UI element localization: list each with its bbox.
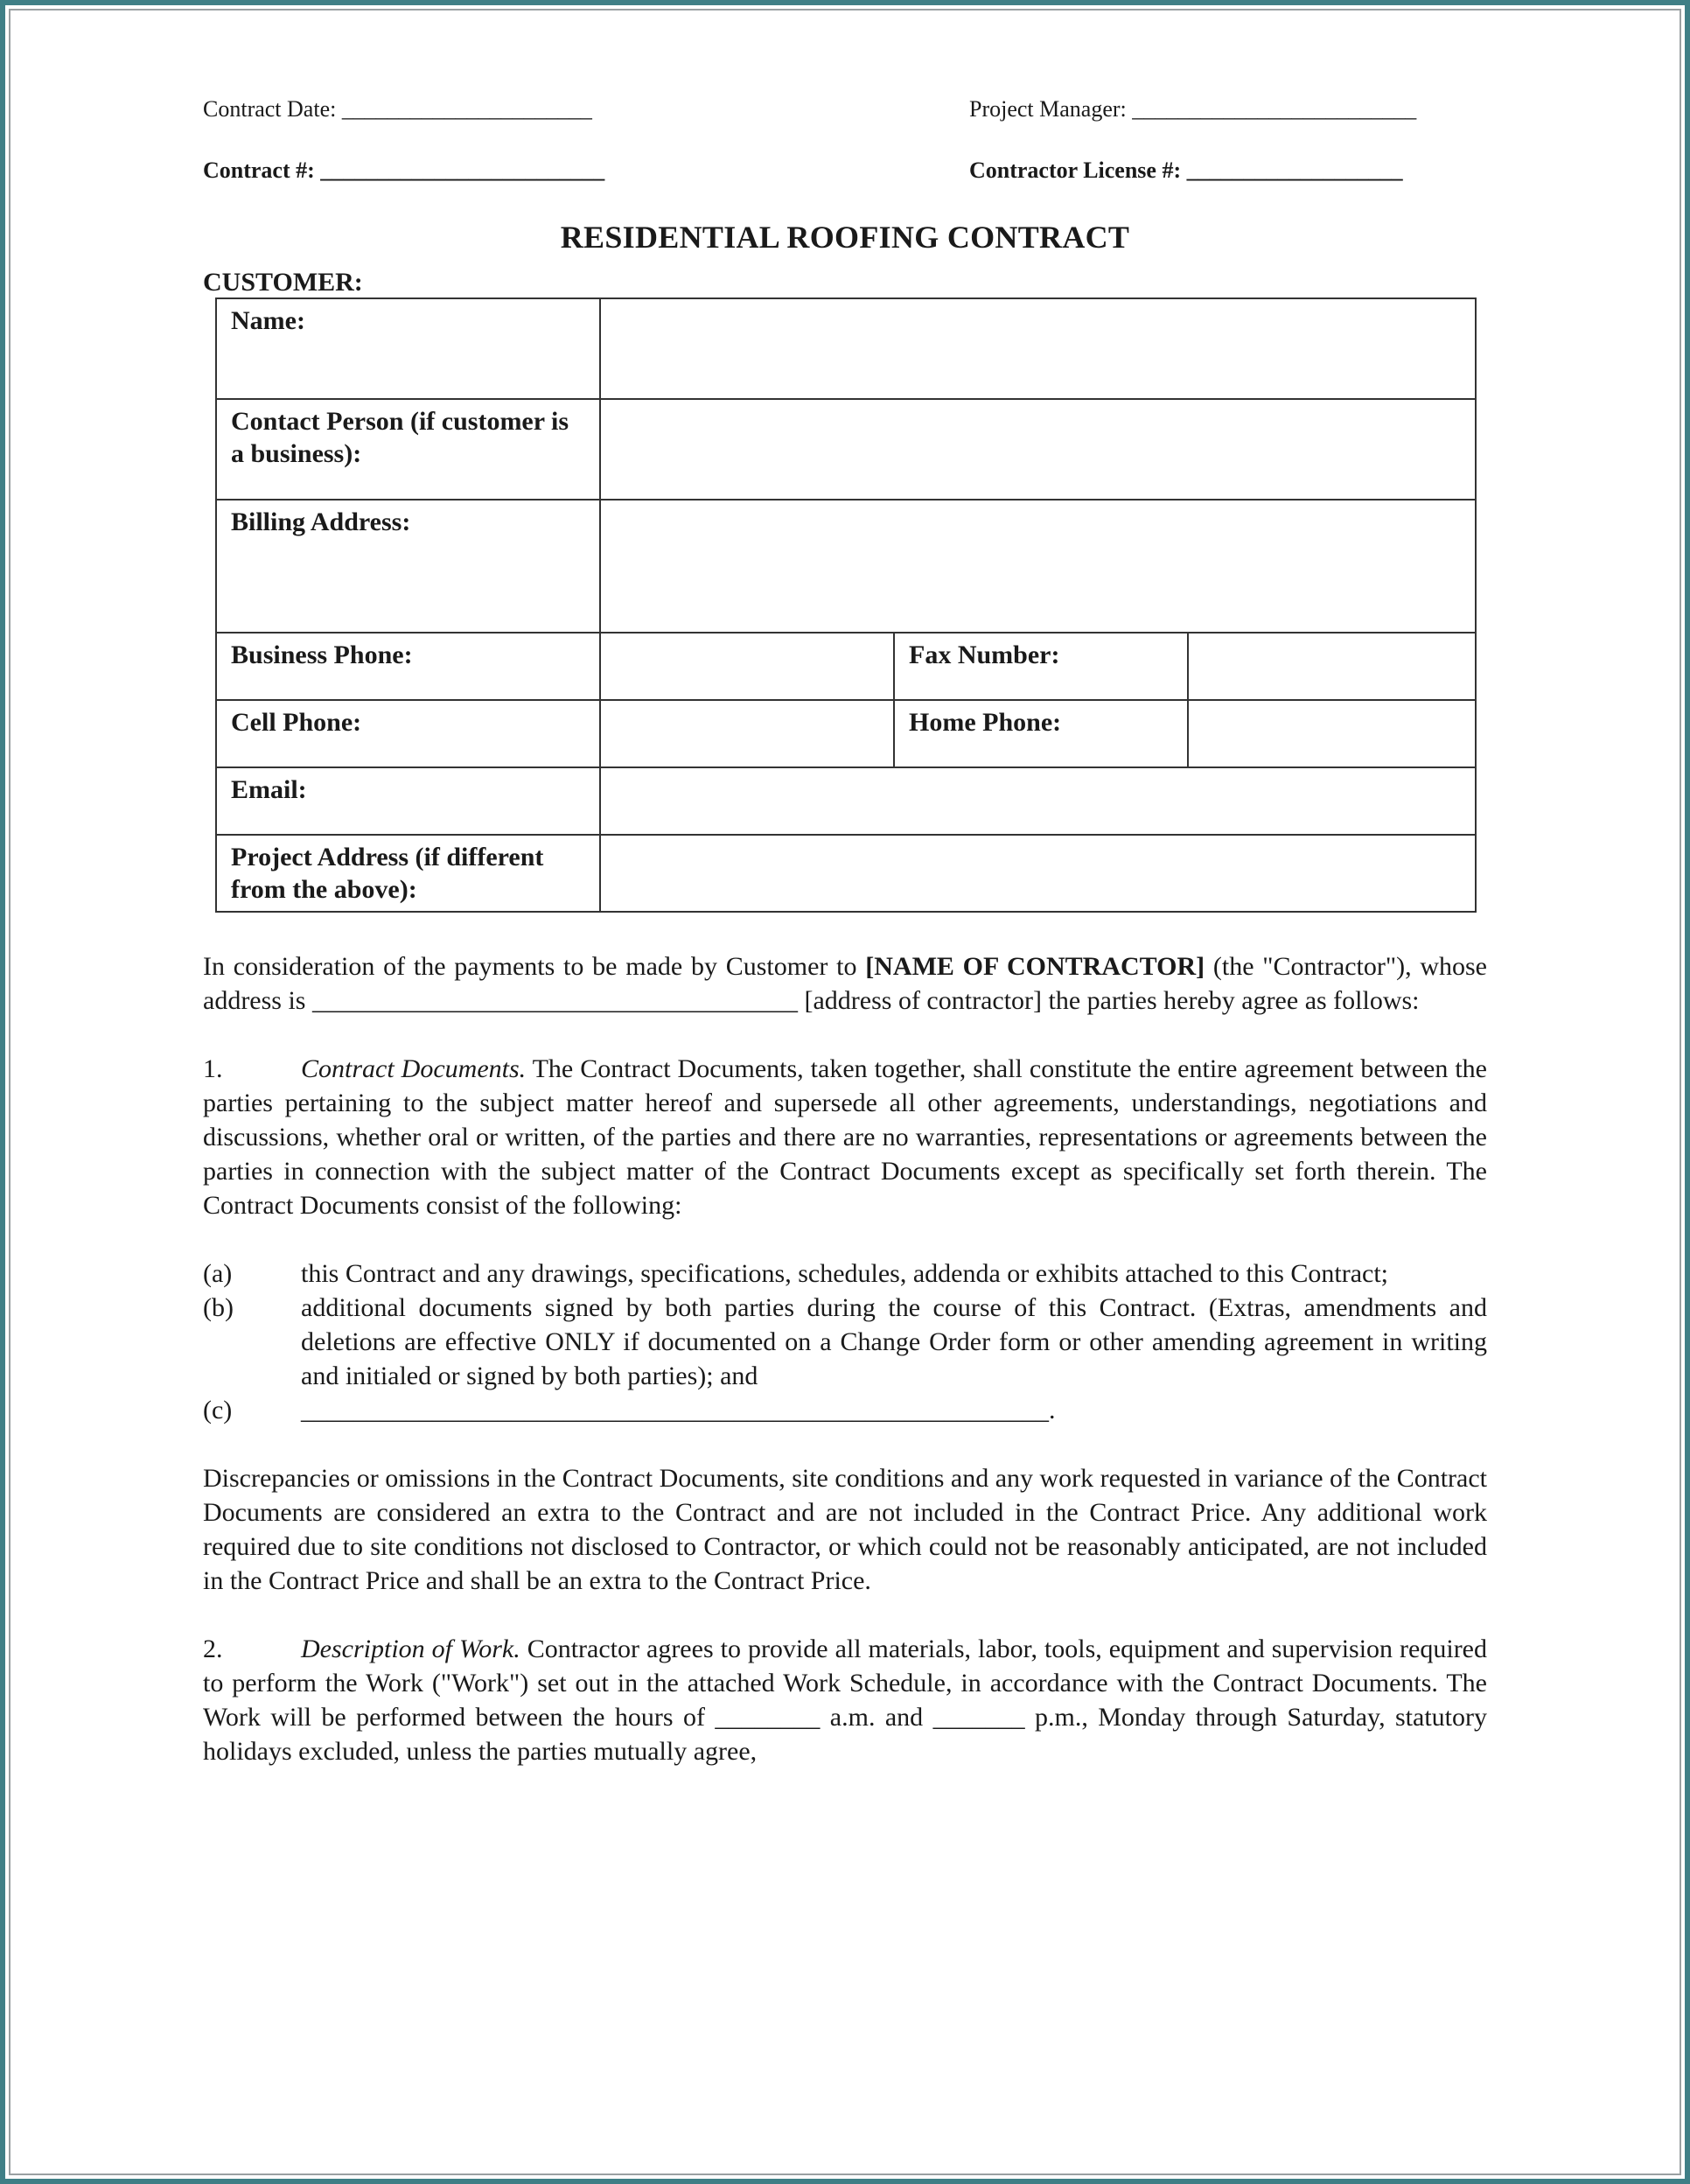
list-item [203, 1291, 1487, 1393]
name-cell[interactable] [600, 298, 1476, 399]
section-1-text: The Contract Documents, taken together, shall constitute the entire agreement between the parties pertaining to the subject matter hereof and supersede all other agreements, understandings, negotiations and discussions, whether oral or written, of the parties and there are no warranties, representations or agreements between the parties in connection with the subject matter of the Contract Documents except as specifically set forth therein. The Contract Documents consist of the following: [203, 1054, 1487, 1220]
table-row [216, 500, 1476, 633]
fax-number-label: Fax Number: [894, 633, 1188, 700]
section-1-heading: Contract Documents. [301, 1054, 527, 1083]
project-address-label: Project Address (if different from the above): [216, 835, 600, 912]
project-address-cell[interactable] [600, 835, 1476, 912]
contract-number-field: Contract #: _________________________ [203, 158, 605, 183]
intro-text-c: (the "Contractor"), whose address is _____________________________________ [address of contractor] the parties hereby agree as follows: [203, 952, 1487, 1015]
section-2-number: 2. [203, 1634, 223, 1663]
email-label: Email: [216, 767, 600, 835]
list-mark: (a) [203, 1259, 233, 1288]
list-item [203, 1256, 1487, 1291]
project-manager-field: Project Manager: _________________________ [969, 96, 1417, 122]
section-2 [203, 1632, 1487, 1768]
section-1 [203, 1052, 1487, 1222]
discrepancies-paragraph: Discrepancies or omissions in the Contract Documents, site conditions and any work requested in variance of the Contract Documents are considered an extra to the Contract and are not included in the Contract Price. Any additional work required due to site conditions not disclosed to Contractor, or which could not be reasonably anticipated, are not included in the Contract Price and shall be an extra to the Contract Price. [203, 1464, 1487, 1595]
table-row [216, 767, 1476, 835]
header-row-1 [203, 96, 1487, 158]
document-title: RESIDENTIAL ROOFING CONTRACT [560, 220, 1130, 255]
contract-page [203, 96, 1487, 1802]
contact-person-label: Contact Person (if customer is a business): [216, 399, 600, 500]
billing-address-label: Billing Address: [216, 500, 600, 633]
customer-label: CUSTOMER: [203, 268, 363, 297]
table-row [216, 298, 1476, 399]
email-cell[interactable] [600, 767, 1476, 835]
list-mark: (c) [203, 1396, 233, 1424]
intro-paragraph [203, 949, 1487, 1018]
table-row [216, 633, 1476, 700]
table-row [216, 700, 1476, 767]
cell-phone-label: Cell Phone: [216, 700, 600, 767]
section-2-text: Contractor agrees to provide all materials, labor, tools, equipment and supervision required to perform the Work ("Work") set out in the attached Work Schedule, in accordance with the Contract Documents. The Work will be performed between the hours of ________ a.m. and _______ p.m., Monday through Saturday, statutory holidays excluded, unless the parties mutually agree, [203, 1634, 1487, 1766]
list-text: _________________________________________________________. [301, 1396, 1056, 1424]
home-phone-cell[interactable] [1188, 700, 1476, 767]
cell-phone-cell[interactable] [600, 700, 894, 767]
table-row [216, 835, 1476, 912]
contractor-name-placeholder: [NAME OF CONTRACTOR] [865, 952, 1205, 981]
list-text: additional documents signed by both parties during the course of this Contract. (Extras, amendments and deletions are effective ONLY if documented on a Change Order form or other amending agreement in writing and initialed or signed by both parties); and [301, 1293, 1487, 1390]
business-phone-cell[interactable] [600, 633, 894, 700]
header-row-2 [203, 158, 1487, 219]
intro-text-a: In consideration of the payments to be made by Customer to [203, 952, 866, 981]
contractor-license-field: Contractor License #: ___________________ [969, 158, 1403, 183]
contract-body [203, 949, 1487, 1768]
list-text: this Contract and any drawings, specifications, schedules, addenda or exhibits attached to this Contract; [301, 1259, 1389, 1288]
home-phone-label: Home Phone: [894, 700, 1188, 767]
list-item [203, 1393, 1487, 1427]
contact-person-cell[interactable] [600, 399, 1476, 500]
customer-table [215, 298, 1477, 913]
section-1-number: 1. [203, 1054, 223, 1083]
table-row [216, 399, 1476, 500]
contract-date-field: Contract Date: ______________________ [203, 96, 592, 122]
fax-number-cell[interactable] [1188, 633, 1476, 700]
billing-address-cell[interactable] [600, 500, 1476, 633]
name-label: Name: [216, 298, 600, 399]
list-mark: (b) [203, 1293, 234, 1322]
section-2-heading: Description of Work. [301, 1634, 520, 1663]
business-phone-label: Business Phone: [216, 633, 600, 700]
